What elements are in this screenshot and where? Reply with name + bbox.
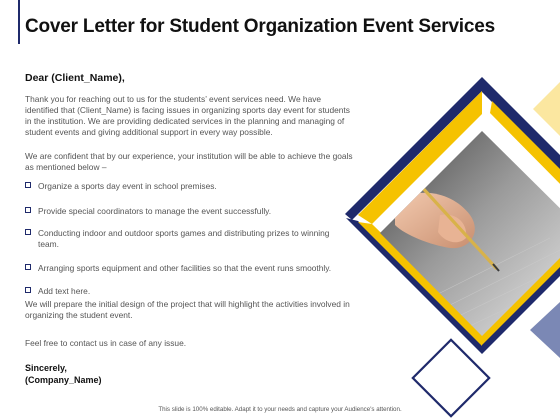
- list-item-text: Provide special coordinators to manage the event successfully.: [38, 206, 272, 216]
- intro-paragraph: Thank you for reaching out to us for the students’ event services need. We have identified that (Client_Name) is facing issues in organizing sports day event for students in the institution. We are providing dedicated services in the planning and managing of student events and giving additional support in every way possible.: [25, 94, 350, 137]
- company-name: (Company_Name): [25, 375, 102, 385]
- list-item-text: Add text here.: [38, 286, 91, 296]
- page-title: Cover Letter for Student Organization Event Services: [25, 16, 495, 37]
- footer-note: This slide is 100% editable. Adapt it to your needs and capture your Audience's attention.: [158, 406, 402, 413]
- outline-diamond-shape: [413, 340, 489, 416]
- slate-diamond-shape: [530, 302, 560, 358]
- prepare-paragraph: We will prepare the initial design of the project that will highlight the activities involved in organizing the student event.: [25, 299, 350, 320]
- pale-yellow-diamond-shape: [533, 82, 560, 136]
- list-item-text: Conducting indoor and outdoor sports games and distributing prizes to winning team.: [38, 228, 330, 249]
- list-item-text: Arranging sports equipment and other facilities so that the event runs smoothly.: [38, 263, 332, 273]
- confidence-paragraph: We are confident that by our experience, your institution will be able to achieve the goals as mentioned below –: [25, 151, 353, 172]
- list-item-text: Organize a sports day event in school premises.: [38, 181, 217, 191]
- salutation: Dear (Client_Name),: [25, 72, 125, 84]
- sign-off: Sincerely,: [25, 363, 67, 373]
- contact-paragraph: Feel free to contact us in case of any issue.: [25, 338, 187, 348]
